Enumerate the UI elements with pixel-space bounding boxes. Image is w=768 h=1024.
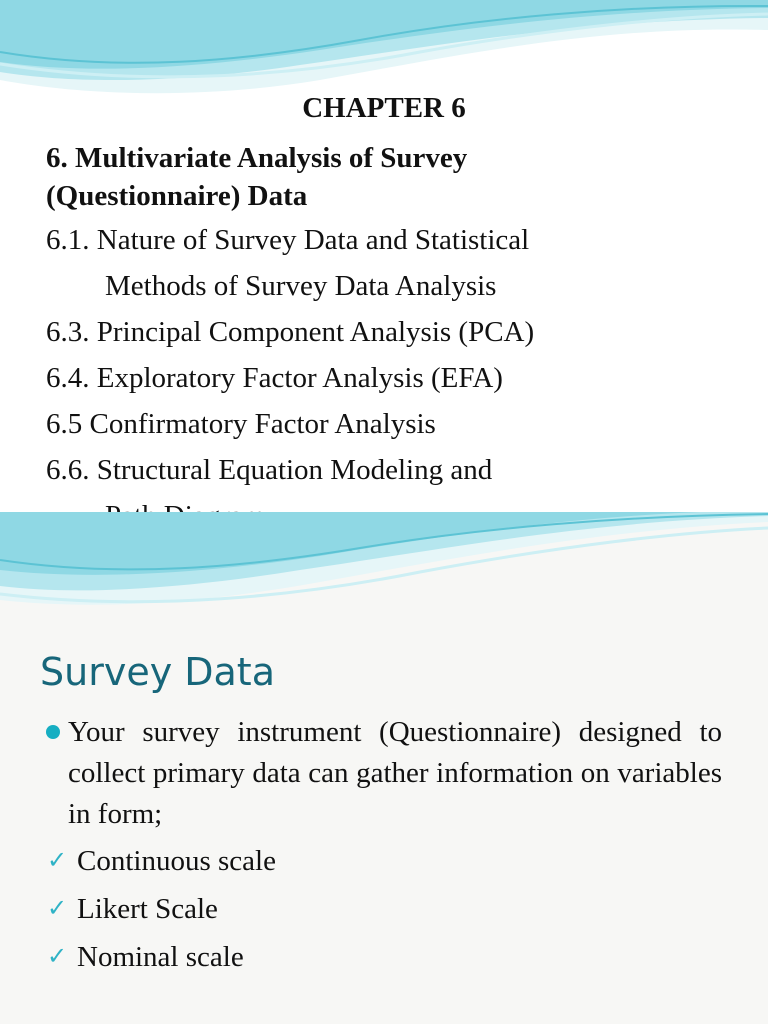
check-label: Nominal scale <box>77 941 244 973</box>
wave-banner <box>0 0 768 100</box>
check-icon: ✓ <box>47 942 68 970</box>
toc-item: 6. Multivariate Analysis of Survey <box>46 142 468 174</box>
check-label: Continuous scale <box>77 845 276 877</box>
check-list <box>47 838 276 982</box>
check-label: Likert Scale <box>77 893 218 925</box>
bullet-paragraph <box>68 712 722 835</box>
toc-item: 6.4. Exploratory Factor Analysis (EFA) <box>46 362 503 394</box>
list-item <box>47 934 276 982</box>
chapter-heading: CHAPTER 6 <box>302 92 466 124</box>
table-of-contents <box>46 138 746 542</box>
bullet-text: Your survey instrument (Questionnaire) designed to collect primary data can gather information on variables in form; <box>68 716 722 830</box>
toc-item: Methods of Survey Data Analysis <box>105 270 497 302</box>
list-item <box>47 838 276 886</box>
toc-item: 6.1. Nature of Survey Data and Statistical <box>46 224 530 256</box>
slide-title: Survey Data <box>40 650 275 694</box>
toc-item: 6.3. Principal Component Analysis (PCA) <box>46 316 535 348</box>
bullet-dot-icon <box>46 725 60 739</box>
toc-item: (Questionnaire) Data <box>46 180 308 212</box>
toc-item: 6.6. Structural Equation Modeling and <box>46 454 493 486</box>
list-item <box>47 886 276 934</box>
check-icon: ✓ <box>47 846 68 874</box>
wave-banner <box>0 512 768 617</box>
check-icon: ✓ <box>47 894 68 922</box>
toc-item: 6.5 Confirmatory Factor Analysis <box>46 408 436 440</box>
